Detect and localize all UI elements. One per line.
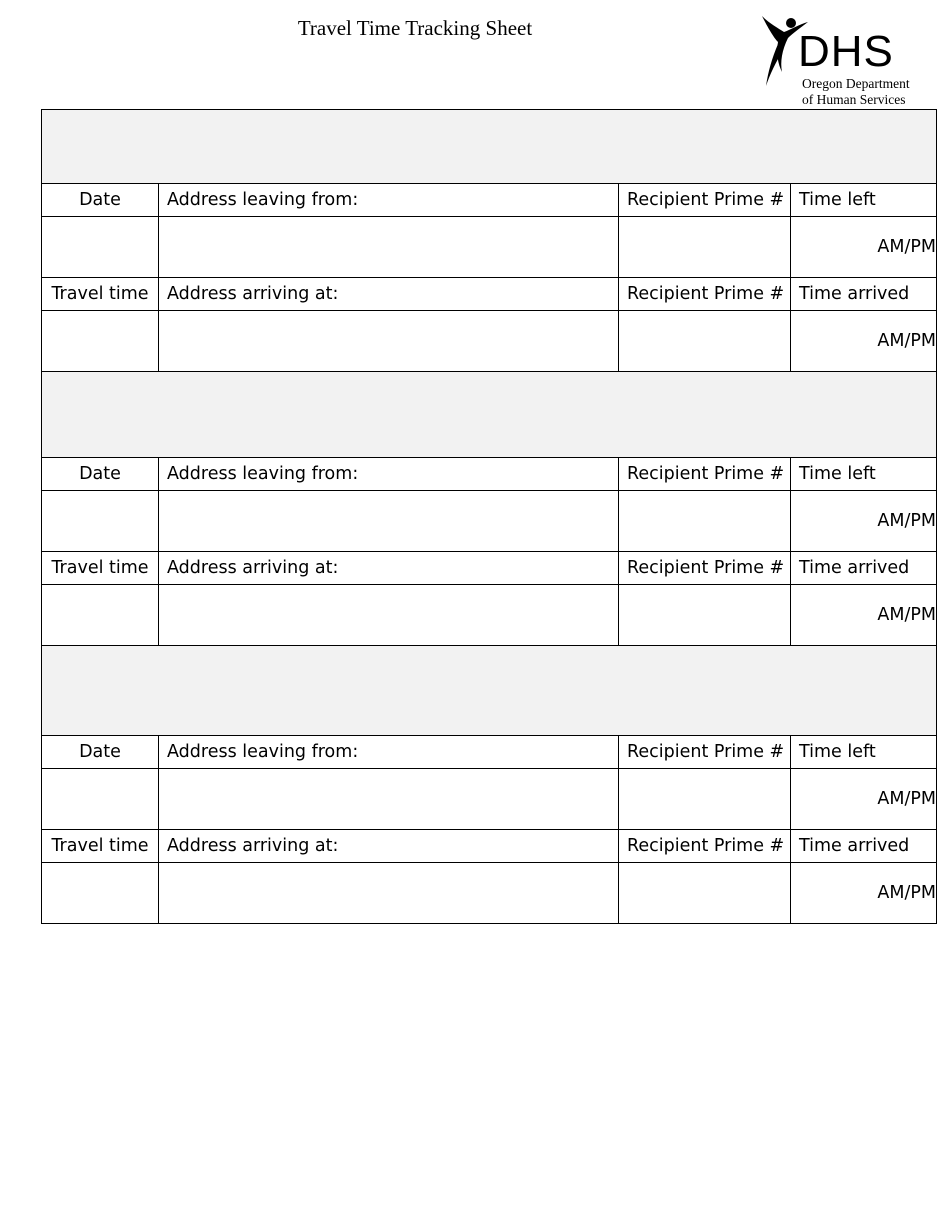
time-left-cell[interactable]: AM/PM <box>791 217 937 278</box>
entry-band-row <box>42 372 937 458</box>
time-arrived-label: Time arrived <box>791 552 937 585</box>
address-leaving-cell[interactable] <box>159 769 619 830</box>
recipient-prime-cell[interactable] <box>619 585 791 646</box>
entry-band <box>42 110 937 184</box>
recipient-prime-cell[interactable] <box>619 217 791 278</box>
date-label: Date <box>42 736 159 769</box>
address-leaving-label: Address leaving from: <box>159 458 619 491</box>
logo-text: DHS <box>798 27 894 76</box>
entry-band-row <box>42 646 937 736</box>
arrival-header-row <box>42 830 937 863</box>
address-arriving-label: Address arriving at: <box>159 552 619 585</box>
address-leaving-cell[interactable] <box>159 217 619 278</box>
address-leaving-cell[interactable] <box>159 491 619 552</box>
page-title: Travel Time Tracking Sheet <box>297 16 533 40</box>
date-cell[interactable] <box>42 491 159 552</box>
time-arrived-cell[interactable]: AM/PM <box>791 311 937 372</box>
dhs-logo <box>760 14 940 110</box>
travel-time-cell[interactable] <box>42 863 159 924</box>
date-label: Date <box>42 458 159 491</box>
recipient-prime-cell[interactable] <box>619 863 791 924</box>
entry-band <box>42 372 937 458</box>
address-arriving-label: Address arriving at: <box>159 278 619 311</box>
arrival-input-row <box>42 311 937 372</box>
recipient-prime-label: Recipient Prime # <box>619 278 791 311</box>
time-arrived-label: Time arrived <box>791 830 937 863</box>
address-arriving-cell[interactable] <box>159 863 619 924</box>
arrival-header-row <box>42 278 937 311</box>
recipient-prime-cell[interactable] <box>619 491 791 552</box>
recipient-prime-label: Recipient Prime # <box>619 736 791 769</box>
time-arrived-cell[interactable]: AM/PM <box>791 585 937 646</box>
recipient-prime-label: Recipient Prime # <box>619 184 791 217</box>
departure-header-row <box>42 458 937 491</box>
entry-band-row <box>42 110 937 184</box>
travel-time-label: Travel time <box>42 552 159 585</box>
departure-input-row <box>42 491 937 552</box>
logo-org-line1: Oregon Department <box>802 76 910 91</box>
time-left-label: Time left <box>791 458 937 491</box>
arrival-input-row <box>42 863 937 924</box>
time-left-cell[interactable]: AM/PM <box>791 769 937 830</box>
recipient-prime-label: Recipient Prime # <box>619 458 791 491</box>
address-arriving-cell[interactable] <box>159 311 619 372</box>
entry-band <box>42 646 937 736</box>
recipient-prime-label: Recipient Prime # <box>619 830 791 863</box>
address-arriving-label: Address arriving at: <box>159 830 619 863</box>
time-arrived-cell[interactable]: AM/PM <box>791 863 937 924</box>
travel-log-table <box>41 109 937 924</box>
time-left-label: Time left <box>791 184 937 217</box>
departure-header-row <box>42 184 937 217</box>
arrival-input-row <box>42 585 937 646</box>
departure-header-row <box>42 736 937 769</box>
address-arriving-cell[interactable] <box>159 585 619 646</box>
arrival-header-row <box>42 552 937 585</box>
departure-input-row <box>42 217 937 278</box>
date-cell[interactable] <box>42 217 159 278</box>
recipient-prime-cell[interactable] <box>619 769 791 830</box>
recipient-prime-label: Recipient Prime # <box>619 552 791 585</box>
travel-time-cell[interactable] <box>42 311 159 372</box>
date-label: Date <box>42 184 159 217</box>
address-leaving-label: Address leaving from: <box>159 184 619 217</box>
time-left-cell[interactable]: AM/PM <box>791 491 937 552</box>
time-left-label: Time left <box>791 736 937 769</box>
time-arrived-label: Time arrived <box>791 278 937 311</box>
date-cell[interactable] <box>42 769 159 830</box>
logo-org-line2: of Human Services <box>802 92 906 107</box>
travel-time-label: Travel time <box>42 278 159 311</box>
departure-input-row <box>42 769 937 830</box>
address-leaving-label: Address leaving from: <box>159 736 619 769</box>
recipient-prime-cell[interactable] <box>619 311 791 372</box>
travel-time-cell[interactable] <box>42 585 159 646</box>
travel-time-label: Travel time <box>42 830 159 863</box>
